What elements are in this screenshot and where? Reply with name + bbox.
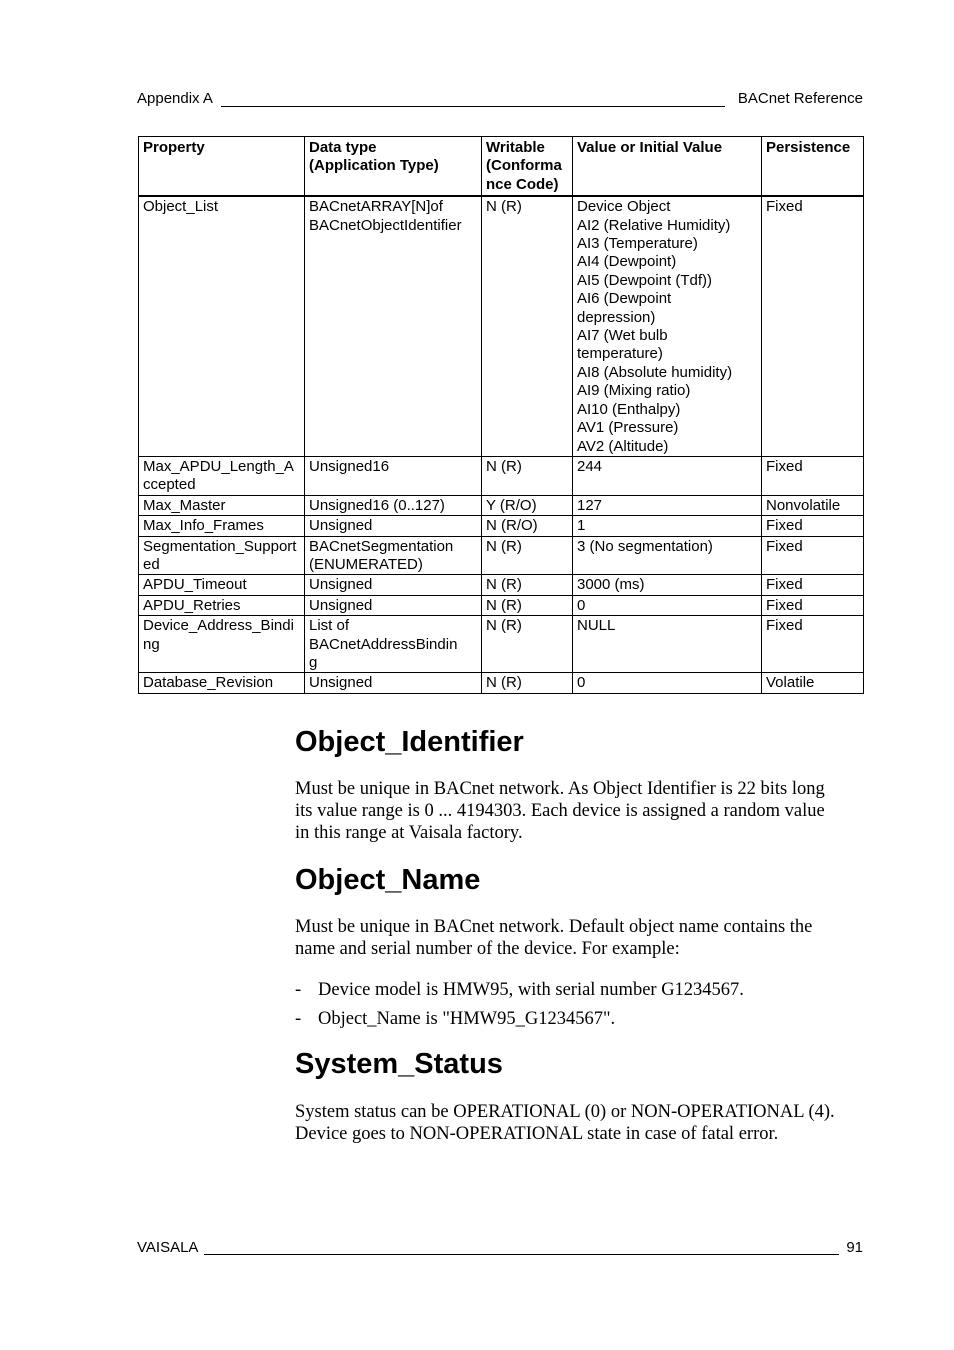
column-header-property: Property (139, 137, 305, 197)
cell-data-type: Unsigned (305, 673, 482, 693)
cell-writable: N (R) (482, 456, 573, 495)
page-number: 91 (846, 1239, 863, 1256)
cell-persistence: Fixed (762, 536, 864, 575)
cell-property: Max_Master (139, 495, 305, 515)
cell-value: 127 (573, 495, 762, 515)
column-header-persistence: Persistence (762, 137, 864, 197)
cell-writable: N (R) (482, 673, 573, 693)
cell-property: APDU_Timeout (139, 575, 305, 595)
page-footer (137, 1239, 863, 1259)
cell-writable: N (R) (482, 616, 573, 673)
section-heading: System_Status (295, 1048, 503, 1080)
cell-property: APDU_Retries (139, 595, 305, 615)
cell-writable: Y (R/O) (482, 495, 573, 515)
cell-property: Object_List (139, 196, 305, 456)
column-header-data-type: Data type (Application Type) (305, 137, 482, 197)
cell-data-type: Unsigned16 (305, 456, 482, 495)
cell-writable: N (R) (482, 575, 573, 595)
property-table (138, 136, 864, 694)
cell-value: Device Object AI2 (Relative Humidity) AI3 (Temperature) AI4 (Dewpoint) AI5 (Dewpoint (Tdf)) AI6 (Dewpoint depression) AI7 (Wet bulb temperature) AI8 (Absolute humidity) AI9 (Mixing ratio) AI10 (Enthalpy) AV1 (Pressure) AV2 (Altitude) (573, 196, 762, 456)
cell-persistence: Nonvolatile (762, 495, 864, 515)
list-item: - Device model is HMW95, with serial number G1234567. (295, 980, 744, 1000)
cell-property: Max_Info_Frames (139, 516, 305, 536)
section-heading: Object_Name (295, 864, 481, 896)
column-header-value: Value or Initial Value (573, 137, 762, 197)
cell-persistence: Fixed (762, 516, 864, 536)
cell-value: 244 (573, 456, 762, 495)
cell-data-type: Unsigned (305, 516, 482, 536)
section-heading: Object_Identifier (295, 726, 524, 758)
cell-property: Max_APDU_Length_Accepted (139, 456, 305, 495)
cell-value: 1 (573, 516, 762, 536)
section-object-name (295, 864, 865, 1037)
footer-company: VAISALA (137, 1239, 199, 1256)
column-header-writable: Writable (Conforma nce Code) (482, 137, 573, 197)
table-row (139, 673, 864, 693)
section-paragraph: Must be unique in BACnet network. As Object Identifier is 22 bits long its value range is 0 ... 4194303. Each device is assigned a random value in this range at Vaisala factory. (295, 779, 825, 843)
footer-rule (204, 1254, 839, 1255)
cell-property: Segmentation_Supported (139, 536, 305, 575)
cell-writable: N (R) (482, 595, 573, 615)
cell-persistence: Fixed (762, 456, 864, 495)
cell-data-type: BACnetSegmentation (ENUMERATED) (305, 536, 482, 575)
cell-persistence: Fixed (762, 595, 864, 615)
section-paragraph: Must be unique in BACnet network. Default object name contains the name and serial number of the device. For example: (295, 917, 813, 959)
cell-persistence: Fixed (762, 196, 864, 456)
cell-data-type: Unsigned (305, 595, 482, 615)
cell-persistence: Fixed (762, 575, 864, 595)
table-row (139, 536, 864, 575)
cell-value: NULL (573, 616, 762, 673)
header-chapter: Appendix A (137, 90, 213, 107)
dash-bullet: - (295, 1009, 302, 1029)
cell-value: 3 (No segmentation) (573, 536, 762, 575)
table-row (139, 516, 864, 536)
table-row (139, 575, 864, 595)
cell-property: Device_Address_Binding (139, 616, 305, 673)
table-row (139, 595, 864, 615)
dash-bullet: - (295, 980, 302, 1000)
section-object-identifier (295, 726, 865, 844)
page-header (137, 90, 863, 110)
cell-data-type: List of BACnetAddressBindin g (305, 616, 482, 673)
cell-data-type: Unsigned16 (0..127) (305, 495, 482, 515)
table-row (139, 196, 864, 456)
cell-persistence: Volatile (762, 673, 864, 693)
section-system-status (295, 1048, 865, 1145)
cell-value: 3000 (ms) (573, 575, 762, 595)
table-header-row (139, 137, 864, 197)
table-row (139, 616, 864, 673)
cell-value: 0 (573, 673, 762, 693)
cell-value: 0 (573, 595, 762, 615)
table-row (139, 495, 864, 515)
table-row (139, 456, 864, 495)
list-item: - Object_Name is "HMW95_G1234567". (295, 1009, 616, 1029)
cell-writable: N (R) (482, 536, 573, 575)
example-list (295, 979, 865, 1030)
cell-writable: N (R) (482, 196, 573, 456)
cell-writable: N (R/O) (482, 516, 573, 536)
section-paragraph: System status can be OPERATIONAL (0) or NON-OPERATIONAL (4). Device goes to NON-OPERATIONAL state in case of fatal error. (295, 1102, 835, 1144)
header-title: BACnet Reference (737, 90, 863, 107)
cell-data-type: BACnetARRAY[N]of BACnetObjectIdentifier (305, 196, 482, 456)
header-rule (221, 106, 725, 107)
cell-property: Database_Revision (139, 673, 305, 693)
cell-persistence: Fixed (762, 616, 864, 673)
cell-data-type: Unsigned (305, 575, 482, 595)
